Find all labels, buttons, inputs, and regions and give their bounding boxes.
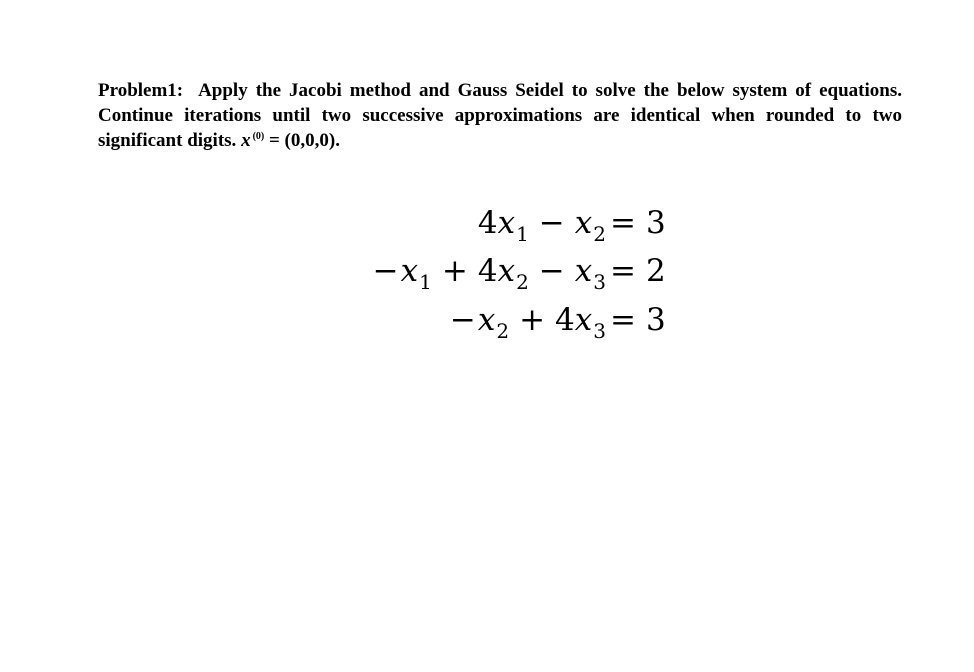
equation-coefficient: 4 [477, 253, 498, 289]
equation-subscript: 3 [593, 319, 606, 343]
problem-body-text: Apply the Jacobi method and Gauss Seidel to solve the below system of equations. Continue iterations until two successive approximations are identical when rounded to two significant digits. [98, 80, 902, 151]
equation-sign: − [372, 253, 399, 289]
equation-lhs [373, 246, 606, 299]
equation-constant: 3 [645, 205, 666, 241]
equals-sign: = [610, 205, 636, 241]
equation-lhs [450, 295, 606, 348]
equation-sign: − [538, 253, 565, 289]
equation-subscript: 2 [593, 222, 606, 246]
equals-sign: = [610, 253, 636, 289]
equation-subscript: 1 [516, 222, 529, 246]
equation-coefficient: 4 [555, 302, 575, 338]
equation-variable: x [574, 253, 593, 289]
equation-variable: x [574, 205, 593, 241]
equation-sign: − [538, 205, 565, 241]
equation-row [0, 198, 606, 248]
equation-variable: x [497, 205, 516, 241]
equation-sign: − [449, 302, 476, 338]
initial-guess-variable: x [241, 130, 251, 151]
initial-guess-superscript: (0) [252, 131, 265, 142]
equation-subscript: 3 [593, 270, 606, 294]
equation-constant: 3 [645, 302, 666, 338]
equation-subscript: 1 [419, 270, 432, 294]
equation-row [0, 246, 606, 296]
problem-label: Problem1: [98, 80, 184, 101]
equation-rhs [610, 295, 666, 345]
equation-row [0, 295, 606, 345]
problem-statement [98, 78, 902, 153]
equation-sign: + [441, 253, 468, 289]
equation-rhs [610, 246, 666, 296]
equation-rhs [610, 198, 666, 248]
equation-variable: x [400, 253, 419, 289]
equation-variable: x [497, 253, 516, 289]
equation-variable: x [477, 302, 496, 338]
equation-subscript: 2 [516, 270, 529, 294]
equation-variable: x [574, 302, 593, 338]
equation-coefficient: 4 [477, 205, 498, 241]
equation-constant: 2 [645, 253, 666, 289]
equals-sign: = [610, 302, 636, 338]
initial-guess [241, 130, 340, 151]
equation-lhs [478, 198, 606, 251]
initial-guess-value: = (0,0,0). [268, 130, 340, 151]
equation-sign: + [519, 302, 546, 338]
equation-subscript: 2 [496, 319, 510, 343]
